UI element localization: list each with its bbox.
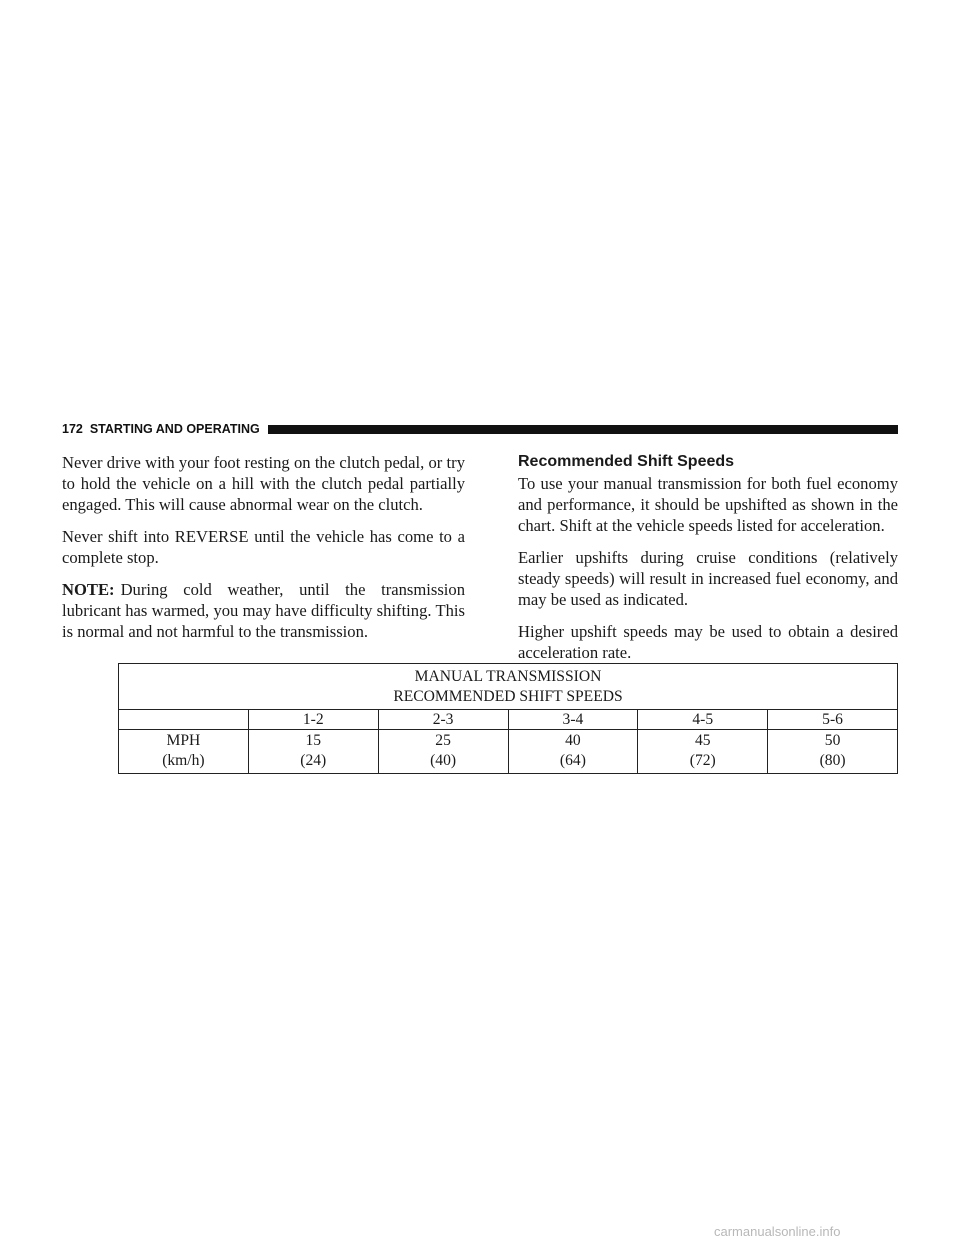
watermark: carmanualsonline.info — [714, 1224, 841, 1239]
column-header: 4-5 — [638, 710, 768, 730]
row-label-cell — [119, 730, 249, 774]
mph-value: 50 — [824, 732, 841, 749]
kmh-value: (64) — [559, 752, 586, 769]
section-title: Recommended Shift Speeds — [518, 453, 735, 470]
note-label: NOTE: — [62, 580, 115, 599]
note-paragraph — [62, 579, 465, 642]
note-text: During cold weather, until the transmission lubricant has warmed, you may have difficulty shifting. This is normal and not harmful to the transmission. — [62, 580, 465, 641]
speed-cell — [248, 730, 378, 774]
table-header-row — [119, 710, 898, 730]
page-header-text — [62, 422, 260, 436]
mph-value: 15 — [305, 732, 322, 749]
section-name: STARTING AND OPERATING — [89, 422, 260, 436]
higher-upshift-paragraph: Higher upshift speeds may be used to obtain a desired acceleration rate. — [518, 622, 898, 662]
table-corner-cell — [119, 710, 249, 730]
speed-cell — [378, 730, 508, 774]
mph-value: 45 — [694, 732, 711, 749]
left-column — [62, 452, 465, 653]
mph-value: 25 — [435, 732, 451, 749]
column-header: 3-4 — [508, 710, 638, 730]
table-caption-line-2: RECOMMENDED SHIFT SPEEDS — [393, 688, 623, 705]
row-label-kmh: (km/h) — [162, 752, 205, 769]
reverse-warning-paragraph: Never shift into REVERSE until the vehicle has come to a complete stop. — [62, 527, 465, 567]
right-column — [518, 452, 898, 674]
shift-intro-paragraph: To use your manual transmission for both fuel economy and performance, it should be upshifted as shown in the chart. Shift at the vehicle speeds listed for acceleration. — [518, 474, 898, 535]
table-caption-line-1: MANUAL TRANSMISSION — [414, 668, 602, 685]
mph-value: 40 — [565, 732, 581, 749]
clutch-warning-paragraph: Never drive with your foot resting on the clutch pedal, or try to hold the vehicle on a hill with the clutch pedal partially engaged. This will cause abnormal wear on the clutch. — [62, 453, 465, 514]
column-header: 1-2 — [248, 710, 378, 730]
shift-speed-table — [118, 663, 898, 774]
speed-cell — [638, 730, 768, 774]
page-number: 172 — [62, 422, 83, 436]
kmh-value: (80) — [819, 752, 846, 769]
table-row — [119, 730, 898, 774]
speed-cell — [508, 730, 638, 774]
column-header: 5-6 — [768, 710, 898, 730]
early-upshift-paragraph: Earlier upshifts during cruise conditions (relatively steady speeds) will result in increased fuel economy, and may be used as indicated. — [518, 548, 898, 609]
page-header — [62, 420, 898, 438]
speed-cell — [768, 730, 898, 774]
column-header: 2-3 — [378, 710, 508, 730]
kmh-value: (40) — [430, 752, 457, 769]
table-caption — [119, 664, 898, 710]
kmh-value: (72) — [689, 752, 716, 769]
kmh-value: (24) — [300, 752, 327, 769]
row-label-mph: MPH — [166, 732, 201, 749]
header-rule — [268, 425, 898, 434]
